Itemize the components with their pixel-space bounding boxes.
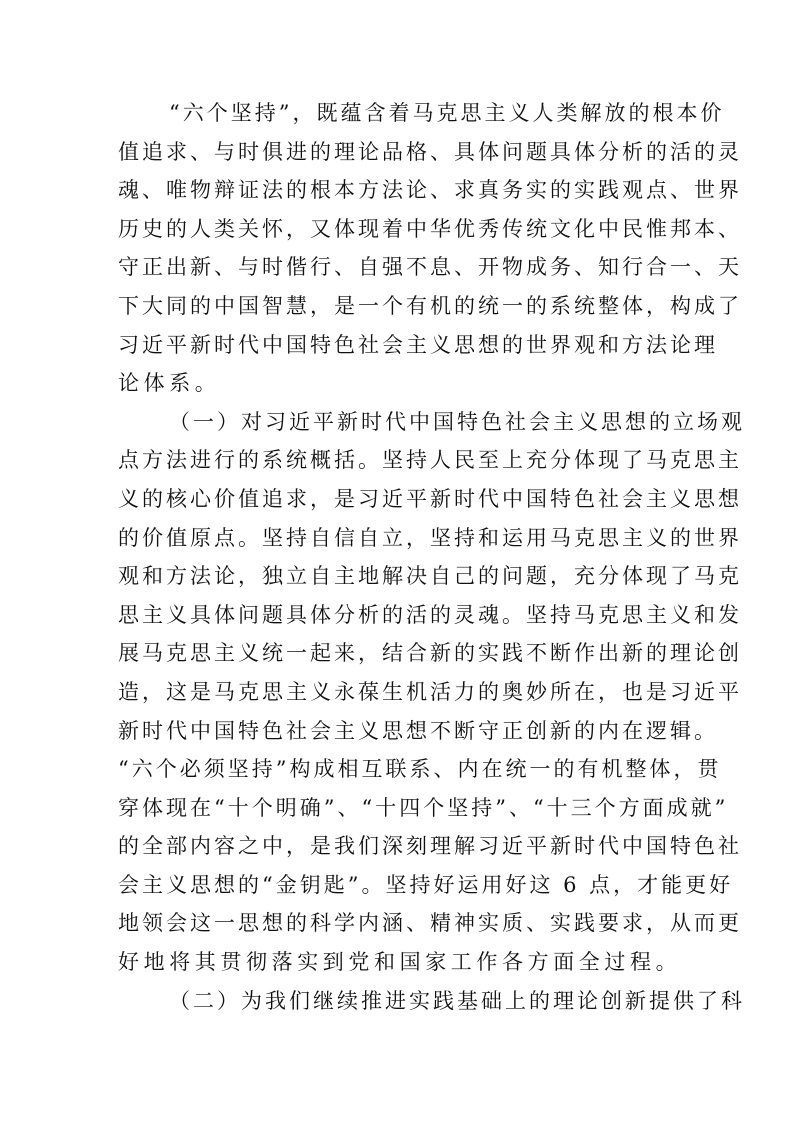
paragraph-2-line: 展马克思主义统一起来，结合新的实践不断作出新的理论创 [118,641,742,666]
paragraph-2-line: 点方法进行的系统概括。坚持人民至上充分体现了马克思主 [118,448,742,473]
paragraph-2-line: 地领会这一思想的科学内涵、精神实质、实践要求，从而更 [118,911,742,936]
paragraph-2-line: 的全部内容之中，是我们深刻理解习近平新时代中国特色社 [118,834,742,859]
paragraph-1-line: 论体系。 [118,371,221,396]
paragraph-1-line: 值追求、与时俱进的理论品格、具体问题具体分析的活的灵 [118,139,742,164]
paragraph-1-line: 魂、唯物辩证法的根本方法论、求真务实的实践观点、世界 [118,178,742,203]
paragraph-2-line: 新时代中国特色社会主义思想不断守正创新的内在逻辑。 [118,718,718,743]
paragraph-2-line: 穿体现在“十个明确”、“十四个坚持”、“十三个方面成就” [118,795,729,820]
paragraph-2-line: 会主义思想的“金钥匙”。坚持好运用好这 6 点，才能更好 [118,872,734,897]
paragraph-2-line: 的价值原点。坚持自信自立，坚持和运用马克思主义的世界 [118,525,742,550]
paragraph-3-line: （二）为我们继续推进实践基础上的理论创新提供了科 [169,988,745,1013]
paragraph-2-line: （一）对习近平新时代中国特色社会主义思想的立场观 [169,409,745,434]
paragraph-2-line: 义的核心价值追求，是习近平新时代中国特色社会主义思想 [118,486,742,511]
paragraph-2-line: 观和方法论，独立自主地解决自己的问题，充分体现了马克 [118,564,742,589]
paragraph-2-line: 思主义具体问题具体分析的活的灵魂。坚持马克思主义和发 [118,602,742,627]
paragraph-1-line: 历史的人类关怀，又体现着中华优秀传统文化中民惟邦本、 [118,216,742,241]
paragraph-1-line: 守正出新、与时偕行、自强不息、开物成务、知行合一、天 [118,255,742,280]
paragraph-1-line: 下大同的中国智慧，是一个有机的统一的系统整体，构成了 [118,293,742,318]
document-page [118,94,745,1020]
paragraph-2-line: “六个必须坚持”构成相互联系、内在统一的有机整体，贯 [118,757,722,782]
paragraph-2-line: 好地将其贯彻落实到党和国家工作各方面全过程。 [118,950,682,975]
paragraph-2-line: 造，这是马克思主义永葆生机活力的奥妙所在，也是习近平 [118,679,742,704]
paragraph-1-line: 习近平新时代中国特色社会主义思想的世界观和方法论理 [118,332,718,357]
paragraph-1-line: “六个坚持”，既蕴含着马克思主义人类解放的根本价 [169,101,725,125]
